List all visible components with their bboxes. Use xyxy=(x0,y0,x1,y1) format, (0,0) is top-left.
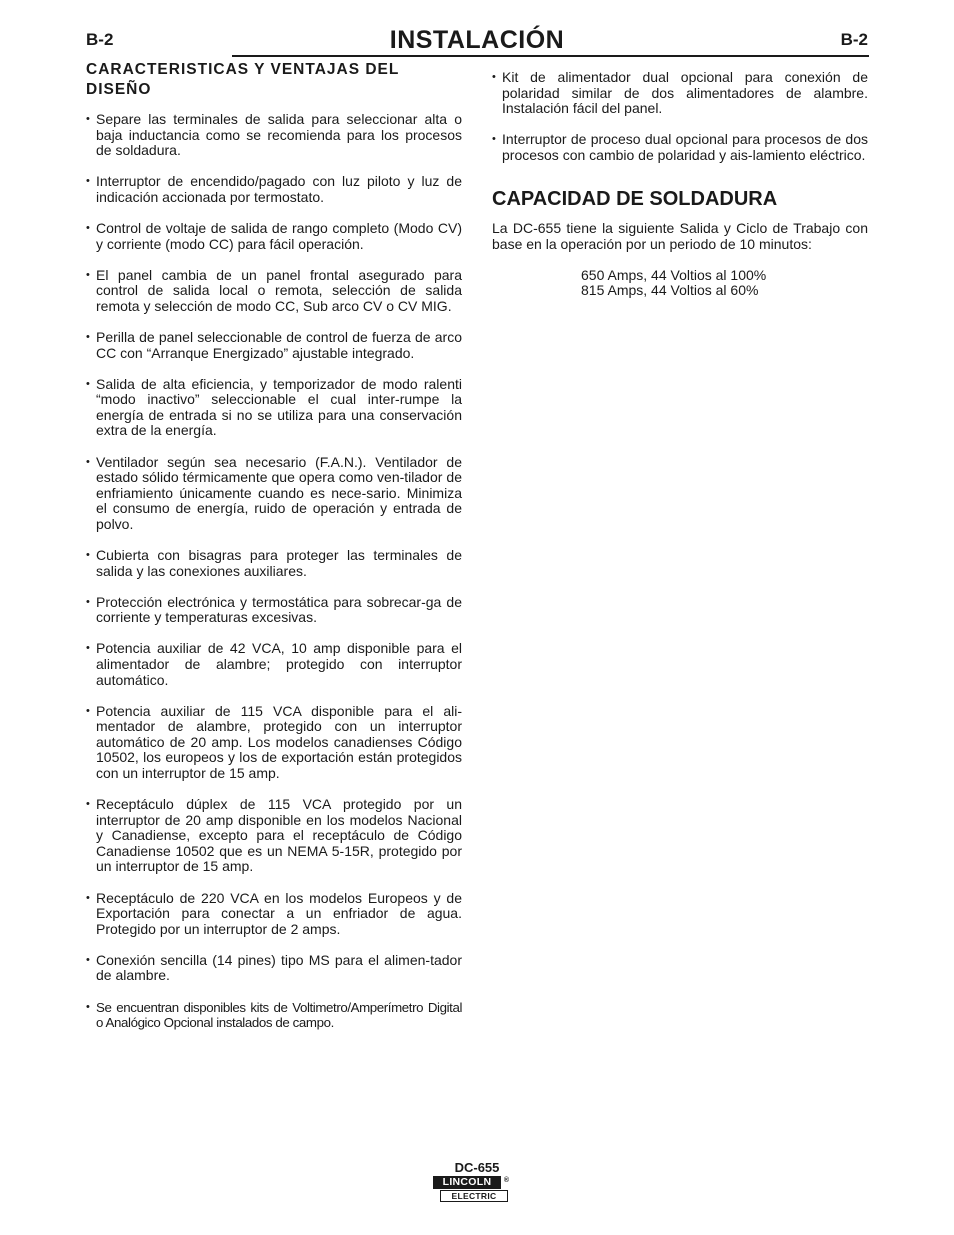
lincoln-electric-logo xyxy=(433,1176,509,1204)
list-item: • Ventilador según sea necesario (F.A.N.). Ventilador de estado sólido térmicamente que opera como ven-tilador de enfriamiento únicamente cuando es nece-sario. Minimiza el consumo de energía, ruido de operación y entrada de polvo. xyxy=(86,455,462,533)
logo-registered-mark: ® xyxy=(503,1177,509,1184)
page-code-right: B-2 xyxy=(840,30,868,49)
list-item: • Cubierta con bisagras para proteger las terminales de salida y las conexiones auxiliares. xyxy=(86,548,462,579)
features-list xyxy=(86,112,462,1031)
list-item: • Salida de alta eficiencia, y temporizador de modo ralenti “modo inactivo” seleccionable el cual inter-rumpe la energía de entrada si no se utiliza para una conservación extra de la energía. xyxy=(86,377,462,439)
list-item: • Potencia auxiliar de 115 VCA disponible para el ali-mentador de alambre, protegido con un interruptor automático de 20 amp. Los modelos canadienses Código 10502, los europeos y los de exportación están protegidos con un interruptor de 15 amp. xyxy=(86,704,462,782)
right-column xyxy=(492,70,868,299)
capacity-intro: La DC-655 tiene la siguiente Salida y Ciclo de Trabajo con base en la operación por un periodo de 10 minutos: xyxy=(492,220,868,253)
list-item: • Protección electrónica y termostática para sobrecar-ga de corriente y temperaturas excesivas. xyxy=(86,595,462,626)
list-item: • Interruptor de proceso dual opcional para procesos de dos procesos con cambio de polaridad y ais-lamiento eléctrico. xyxy=(492,132,868,163)
list-item: • Conexión sencilla (14 pines) tipo MS para el alimen-tador de alambre. xyxy=(86,953,462,984)
rating-line: 650 Amps, 44 Voltios al 100% xyxy=(581,266,767,283)
list-item: • Kit de alimentador dual opcional para conexión de polaridad similar de dos alimentadores de alambre. Instalación fácil del panel. xyxy=(492,70,868,117)
options-list xyxy=(492,70,868,163)
page-title: INSTALACIÓN xyxy=(389,26,565,54)
welding-capacity-heading: CAPACIDAD DE SOLDADURA xyxy=(492,188,778,211)
logo-bottom-text: ELECTRIC xyxy=(440,1190,508,1202)
list-item: • Receptáculo dúplex de 115 VCA protegido por un interruptor de 20 amp disponible en los modelos Nacional y Canadiense, excepto para el receptáculo de Código Canadiense 10502 que es un NEMA 5-15R, protegido por un interruptor de 15 amp. xyxy=(86,797,462,875)
list-item: • Se encuentran disponibles kits de Voltimetro/Amperímetro Digital o Analógico Opcional instalados de campo. xyxy=(86,1000,462,1031)
features-heading: CARACTERISTICAS Y VENTAJAS DEL DISEÑO xyxy=(86,61,400,98)
list-item: • Interruptor de encendido/pagado con luz piloto y luz de indicación accionada por termostato. xyxy=(86,174,462,205)
page-code-left: B-2 xyxy=(86,30,114,49)
rating-line: 815 Amps, 44 Voltios al 60% xyxy=(581,282,759,299)
list-item: • El panel cambia de un panel frontal asegurado para control de salida local o remota, selección de salida remota y selección de modo CC, Sub arco CV o CV MIG. xyxy=(86,268,462,315)
logo-top-text: LINCOLN xyxy=(433,1176,501,1189)
footer-model: DC-655 xyxy=(454,1160,500,1175)
list-item: • Perilla de panel seleccionable de control de fuerza de arco CC con “Arranque Energizado” ajustable integrado. xyxy=(86,330,462,361)
left-column xyxy=(86,60,462,1046)
list-item: • Separe las terminales de salida para seleccionar alta o baja inductancia como se recomienda para los procesos de soldadura. xyxy=(86,112,462,159)
ratings-block xyxy=(581,268,868,299)
list-item: • Receptáculo de 220 VCA en los modelos Europeos y de Exportación para conectar a un enfriador de agua. Protegido por un interruptor de 2 amps. xyxy=(86,891,462,938)
list-item: • Potencia auxiliar de 42 VCA, 10 amp disponible para el alimentador de alambre; protegido con interruptor automático. xyxy=(86,641,462,688)
header-rule xyxy=(232,55,869,57)
list-item: • Control de voltaje de salida de rango completo (Modo CV) y corriente (modo CC) para fácil operación. xyxy=(86,221,462,252)
